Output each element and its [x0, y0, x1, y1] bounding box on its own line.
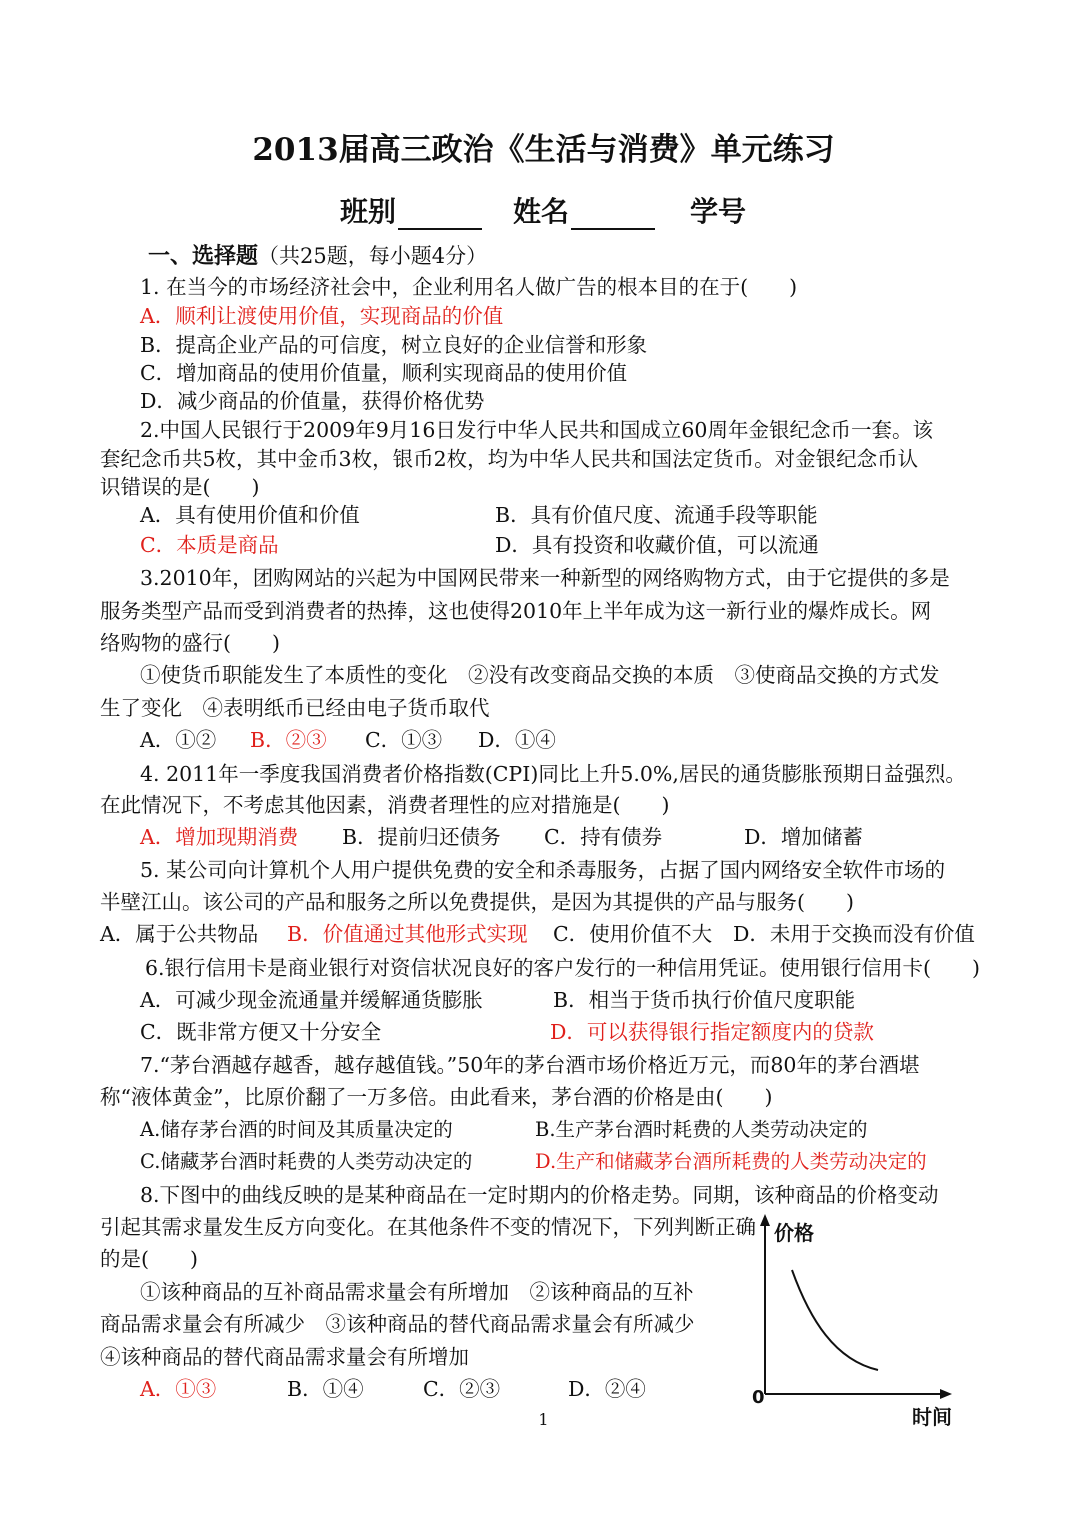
q8-option-c: C．②③ [423, 1377, 501, 1401]
q3-option-a: A．①② [140, 728, 217, 752]
q2-line-2: 套纪念币共5枚，其中金币3枚，银币2枚，均为中华人民共和国法定货币。对金银纪念币认 [100, 447, 919, 471]
q5-line-1: 5. 某公司向计算机个人用户提供免费的安全和杀毒服务，占据了国内网络安全软件市场的 [140, 858, 946, 882]
q3-line-1: 3.2010年，团购网站的兴起为中国网民带来一种新型的网络购物方式，由于它提供的多是 [140, 566, 950, 590]
q7-option-c: C.储藏茅台酒时耗费的人类劳动决定的 [140, 1150, 473, 1173]
q1-stem: 1. 在当今的市场经济社会中，企业利用名人做广告的根本目的在于( ) [140, 275, 798, 299]
class-field [340, 190, 482, 230]
q2-option-c: C．本质是商品 [140, 533, 279, 557]
q3-line-5: 生了变化 ④表明纸币已经由电子货币取代 [100, 696, 490, 720]
q8-line-1: 8.下图中的曲线反映的是某种商品在一定时期内的价格走势。同期，该种商品的价格变动 [140, 1183, 939, 1207]
q8-line-2: 引起其需求量发生反方向变化。在其他条件不变的情况下，下列判断正确 [100, 1215, 756, 1239]
q6-option-b: B．相当于货币执行价值尺度职能 [553, 988, 856, 1012]
q2-line-1: 2.中国人民银行于2009年9月16日发行中华人民共和国成立60周年金银纪念币一套。该 [140, 418, 933, 442]
q4-option-c: C．持有债券 [544, 825, 663, 849]
q5-line-2: 半壁江山。该公司的产品和服务之所以免费提供，是因为其提供的产品与服务( ) [100, 890, 854, 914]
q7-option-b: B.生产茅台酒时耗费的人类劳动决定的 [535, 1118, 868, 1141]
q1-option-a: A．顺利让渡使用价值，实现商品的价值 [140, 304, 504, 328]
q2-option-a: A．具有使用价值和价值 [140, 503, 360, 527]
q8-line-6: ④该种商品的替代商品需求量会有所增加 [100, 1345, 469, 1369]
q2-option-d: D．具有投资和收藏价值，可以流通 [495, 533, 819, 557]
class-blank[interactable] [398, 202, 482, 230]
q7-option-d: D.生产和储藏茅台酒所耗费的人类劳动决定的 [535, 1150, 927, 1173]
q6-option-c: C．既非常方便又十分安全 [140, 1020, 382, 1044]
q6-option-d: D．可以获得银行指定额度内的贷款 [550, 1020, 874, 1044]
q4-option-d: D．增加储蓄 [744, 825, 863, 849]
q5-option-a: A．属于公共物品 [100, 922, 259, 946]
q4-line-1: 4. 2011年一季度我国消费者价格指数(CPI)同比上升5.0%,居民的通货膨胀预期日益强烈。 [140, 762, 966, 786]
q7-line-2: 称“液体黄金”，比原价翻了一万多倍。由此看来，茅台酒的价格是由( ) [100, 1085, 773, 1109]
q2-option-b: B．具有价值尺度、流通手段等职能 [495, 503, 818, 527]
x-axis-arrow [940, 1389, 952, 1399]
q6-option-a: A．可减少现金流通量并缓解通货膨胀 [140, 988, 483, 1012]
x-axis-label: 时间 [912, 1405, 952, 1429]
price-time-graph [740, 1210, 980, 1440]
section-heading: 一、选择题（共25题，每小题4分） [148, 243, 488, 269]
q6-line-1: 6.银行信用卡是商业银行对资信状况良好的客户发行的一种信用凭证。使用银行信用卡( ) [145, 956, 981, 980]
y-axis-label: 价格 [774, 1221, 814, 1245]
name-field [513, 190, 655, 230]
q8-line-5: 商品需求量会有所减少 ③该种商品的替代商品需求量会有所减少 [100, 1312, 695, 1336]
q3-line-4: ①使货币职能发生了本质性的变化 ②没有改变商品交换的本质 ③使商品交换的方式发 [140, 663, 940, 687]
q3-option-b: B．②③ [250, 728, 327, 752]
q3-option-d: D．①④ [478, 728, 556, 752]
q3-line-2: 服务类型产品而受到消费者的热捧，这也使得2010年上半年成为这一新行业的爆炸成长。网 [100, 599, 932, 623]
q5-option-b: B．价值通过其他形式实现 [287, 922, 528, 946]
q4-option-a: A．增加现期消费 [140, 825, 299, 849]
id-field [690, 190, 746, 230]
class-label: 班别 [340, 195, 397, 228]
origin-label: 0 [752, 1387, 765, 1408]
name-blank[interactable] [571, 202, 655, 230]
document-title: 2013届高三政治《生活与消费》单元练习 [252, 132, 835, 168]
q5-option-c: C．使用价值不大 [553, 922, 713, 946]
price-curve [792, 1270, 878, 1370]
q8-line-3: 的是( ) [100, 1247, 198, 1271]
page-number: 1 [538, 1410, 549, 1429]
q4-option-b: B．提前归还债务 [342, 825, 501, 849]
q4-line-2: 在此情况下，不考虑其他因素，消费者理性的应对措施是( ) [100, 793, 670, 817]
q3-line-3: 络购物的盛行( ) [100, 631, 280, 655]
q7-line-1: 7.“茅台酒越存越香，越存越值钱。”50年的茅台酒市场价格近万元，而80年的茅台酒堪 [140, 1053, 920, 1077]
id-label: 学号 [690, 195, 747, 228]
q8-option-d: D．②④ [568, 1377, 646, 1401]
q2-line-3: 识错误的是( ) [100, 475, 260, 499]
y-axis-arrow [760, 1214, 770, 1226]
q7-option-a: A.储存茅台酒的时间及其质量决定的 [140, 1118, 453, 1141]
q3-option-c: C．①③ [365, 728, 443, 752]
q8-option-a: A．①③ [140, 1377, 217, 1401]
name-label: 姓名 [513, 195, 570, 228]
q1-option-b: B．提高企业产品的可信度，树立良好的企业信誉和形象 [140, 333, 648, 357]
q5-option-d: D．未用于交换而没有价值 [733, 922, 975, 946]
q1-option-d: D．减少商品的价值量，获得价格优势 [140, 389, 485, 413]
q8-line-4: ①该种商品的互补商品需求量会有所增加 ②该种商品的互补 [140, 1280, 694, 1304]
q1-option-c: C．增加商品的使用价值量，顺利实现商品的使用价值 [140, 361, 628, 385]
q8-option-b: B．①④ [287, 1377, 364, 1401]
